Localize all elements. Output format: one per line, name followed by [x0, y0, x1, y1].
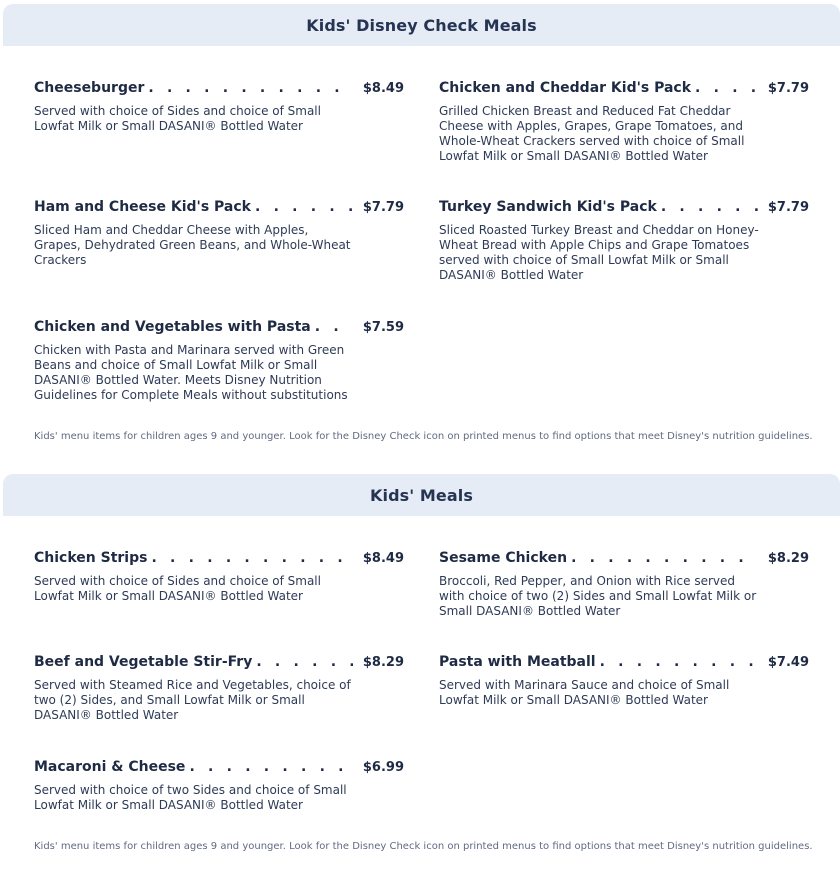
leader-dots: [189, 759, 352, 775]
menu-item-sesame-chicken[interactable]: [439, 550, 809, 619]
item-description: Broccoli, Red Pepper, and Onion with Rice served with choice of two (2) Sides and Small Lowfat Milk or Small DASANI® Bottled Water: [439, 574, 757, 618]
item-price: $8.29: [767, 551, 809, 566]
menu-item-ham-cheese-pack[interactable]: [34, 199, 404, 268]
item-description: Served with Steamed Rice and Vegetables, choice of two (2) Sides, and Small Lowfat Milk or Small DASANI® Bottled Water: [34, 678, 351, 722]
item-description: Sliced Ham and Cheddar Cheese with Apples, Grapes, Dehydrated Green Beans, and Whole-Wheat Crackers: [34, 223, 351, 267]
footnote: Kids' menu items for children ages 9 and younger. Look for the Disney Check icon on printed menus to find options that meet Disney's nutrition guidelines.: [34, 431, 813, 442]
item-name: Ham and Cheese Kid's Pack: [34, 199, 251, 215]
item-price: $7.59: [362, 320, 404, 335]
item-price: $7.49: [767, 655, 809, 670]
item-price: $8.49: [362, 81, 404, 96]
section-header-kids-meals: [3, 474, 840, 516]
item-price: $7.79: [767, 81, 809, 96]
item-price: $8.49: [362, 551, 404, 566]
footnote: Kids' menu items for children ages 9 and younger. Look for the Disney Check icon on printed menus to find options that meet Disney's nutrition guidelines.: [34, 841, 813, 852]
menu-item-turkey-sandwich-pack[interactable]: [439, 199, 809, 283]
menu-item-pasta-meatball[interactable]: [439, 654, 809, 708]
section-title: Kids' Meals: [369, 485, 473, 505]
item-price: $7.79: [362, 200, 404, 215]
item-description: Served with Marinara Sauce and choice of Small Lowfat Milk or Small DASANI® Bottled Water: [439, 678, 730, 707]
leader-dots: [255, 199, 353, 215]
item-name: Chicken and Cheddar Kid's Pack: [439, 80, 692, 96]
item-description: Served with choice of Sides and choice of Small Lowfat Milk or Small DASANI® Bottled Water: [34, 104, 321, 133]
item-name: Macaroni & Cheese: [34, 759, 186, 775]
item-description: Sliced Roasted Turkey Breast and Cheddar on Honey-Wheat Bread with Apple Chips and Grape Tomatoes served with choice of Small Lowfat Milk or Small DASANI® Bottled Water: [439, 223, 759, 282]
leader-dots: [695, 80, 758, 96]
item-description: Served with choice of Sides and choice of Small Lowfat Milk or Small DASANI® Bottled Water: [34, 574, 321, 603]
menu-item-cheeseburger[interactable]: [34, 80, 404, 134]
item-name: Sesame Chicken: [439, 550, 568, 566]
item-name: Pasta with Meatball: [439, 654, 596, 670]
menu-item-chicken-strips[interactable]: [34, 550, 404, 604]
item-description: Served with choice of two Sides and choice of Small Lowfat Milk or Small DASANI® Bottled Water: [34, 783, 347, 812]
item-description: Chicken with Pasta and Marinara served with Green Beans and choice of Small Lowfat Milk or Small DASANI® Bottled Water. Meets Disney Nutrition Guidelines for Complete Meals without substitutions: [34, 343, 348, 402]
leader-dots: [256, 654, 353, 670]
leader-dots: [148, 80, 353, 96]
menu-item-chicken-vegetables-pasta[interactable]: [34, 319, 404, 403]
item-description: Grilled Chicken Breast and Reduced Fat Cheddar Cheese with Apples, Grapes, Grape Tomatoes, and Whole-Wheat Crackers served with choice of Small Lowfat Milk or Small DASANI® Bottled Water: [439, 104, 745, 163]
section-header-disney-check: [3, 4, 840, 46]
leader-dots: [151, 550, 352, 566]
menu-item-beef-vegetable-stir-fry[interactable]: [34, 654, 404, 723]
item-name: Cheeseburger: [34, 80, 145, 96]
section-title: Kids' Disney Check Meals: [306, 15, 537, 35]
leader-dots: [315, 319, 353, 335]
leader-dots: [600, 654, 758, 670]
leader-dots: [571, 550, 758, 566]
item-name: Chicken Strips: [34, 550, 148, 566]
menu-item-chicken-cheddar-pack[interactable]: [439, 80, 809, 164]
item-price: $8.29: [362, 655, 404, 670]
item-name: Chicken and Vegetables with Pasta: [34, 319, 311, 335]
item-price: $7.79: [767, 200, 809, 215]
leader-dots: [661, 199, 758, 215]
item-price: $6.99: [362, 760, 404, 775]
item-name: Turkey Sandwich Kid's Pack: [439, 199, 657, 215]
menu-item-macaroni-cheese[interactable]: [34, 759, 404, 813]
item-name: Beef and Vegetable Stir-Fry: [34, 654, 253, 670]
